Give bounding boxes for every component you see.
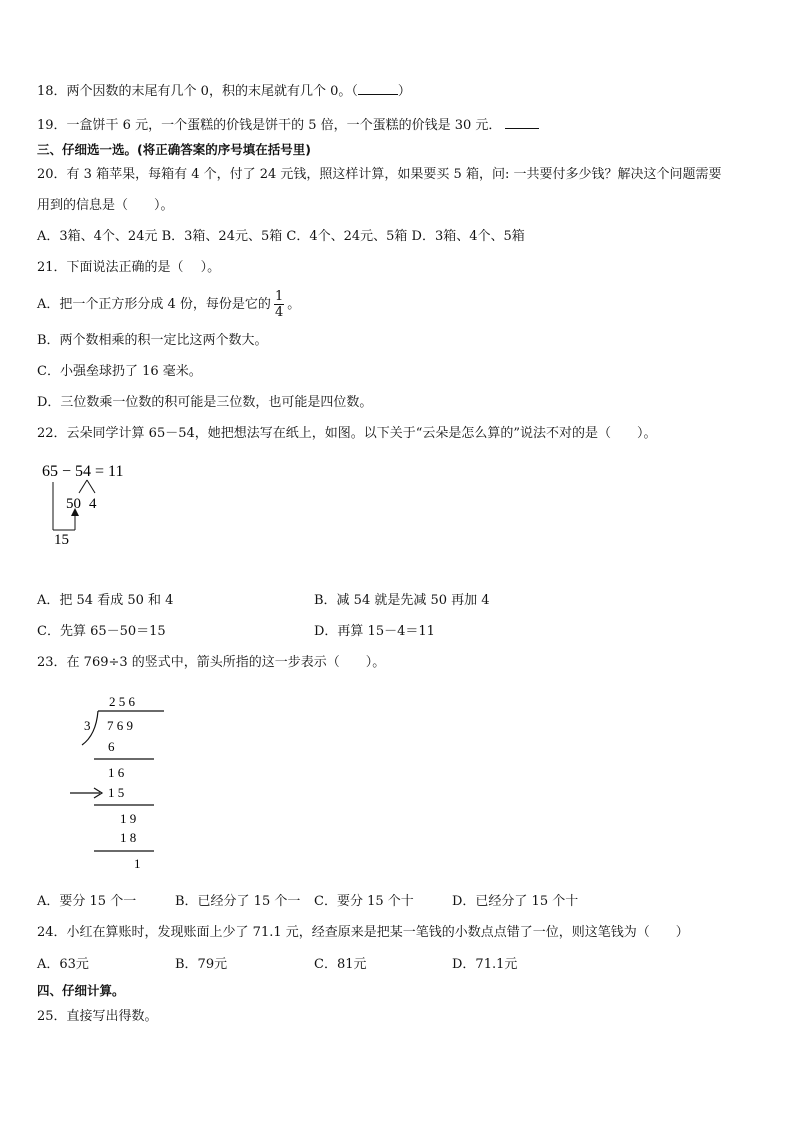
q21-stem: 21．下面说法正确的是（ ）。 bbox=[37, 260, 221, 275]
q22-stem: 22．云朵同学计算 65－54，她把想法写在纸上，如图。以下关于“云朵是怎么算的”说法不对的是（ ）。 bbox=[37, 426, 657, 441]
q22-fig-branch-right bbox=[87, 480, 95, 493]
q20-line1: 20．有 3 箱苹果，每箱有 4 个，付了 24 元钱，照这样计算，如果要买 5 箱，问: 一共要付多少钱？解决这个问题需要 bbox=[37, 167, 722, 182]
q23-fig-remainder: 1 bbox=[134, 856, 141, 871]
q21-option-a bbox=[37, 288, 300, 322]
q24-option-c: C．81元 bbox=[314, 957, 367, 972]
q23-option-c: C．要分 15 个十 bbox=[314, 894, 414, 909]
section-3-heading: 三、仔细选一选。(将正确答案的序号填在括号里) bbox=[37, 142, 311, 157]
q23-option-d: D．已经分了 15 个十 bbox=[452, 894, 579, 909]
q23-fig-row-16: 1 6 bbox=[108, 765, 125, 780]
q22-fig-expression: 65 − 54 = 11 bbox=[42, 463, 124, 480]
q21-option-c: C．小强垒球扔了 16 毫米。 bbox=[37, 364, 202, 379]
q22-fig-result: 15 bbox=[54, 532, 69, 548]
question-18 bbox=[37, 82, 411, 101]
question-19 bbox=[37, 116, 539, 135]
q22-fig-branch-left bbox=[79, 480, 87, 493]
q18-close: ） bbox=[397, 84, 411, 99]
q22-fig-part-b: 4 bbox=[89, 496, 97, 512]
q21-option-b: B．两个数相乘的积一定比这两个数大。 bbox=[37, 333, 268, 348]
q23-fig-dividend: 7 6 9 bbox=[107, 718, 133, 733]
q21-option-a-end: 。 bbox=[287, 297, 301, 312]
q19-text: 19．一盒饼干 6 元，一个蛋糕的价钱是饼干的 5 倍，一个蛋糕的价钱是 30 元． bbox=[37, 118, 502, 133]
q24-option-a: A．63元 bbox=[37, 957, 89, 972]
q24-stem: 24．小红在算账时，发现账面上少了 71.1 元，经查原来是把某一笔钱的小数点点错了一位，则这笔钱为（ ） bbox=[37, 925, 689, 940]
q18-text: 18．两个因数的末尾有几个 0，积的末尾就有几个 0。（ bbox=[37, 84, 358, 99]
q23-fig-row-19: 1 9 bbox=[120, 811, 137, 826]
q23-option-b: B．已经分了 15 个一 bbox=[175, 894, 301, 909]
fraction-one-quarter bbox=[274, 289, 284, 320]
q18-answer-blank[interactable] bbox=[358, 82, 398, 95]
q22-option-d: D．再算 15－4＝11 bbox=[314, 624, 435, 639]
question-25: 25．直接写出得数。 bbox=[37, 1009, 158, 1024]
q22-option-c: C．先算 65－50＝15 bbox=[37, 624, 166, 639]
q22-mental-math-figure bbox=[36, 456, 136, 548]
section-4-heading: 四、仔细计算。 bbox=[37, 983, 125, 998]
q24-option-b: B．79元 bbox=[175, 957, 228, 972]
q24-option-d: D．71.1元 bbox=[452, 957, 518, 972]
q22-option-b: B．减 54 就是先减 50 再加 4 bbox=[314, 593, 490, 608]
q19-answer-blank[interactable] bbox=[505, 116, 539, 129]
q21-option-d: D．三位数乘一位数的积可能是三位数，也可能是四位数。 bbox=[37, 395, 373, 410]
q23-fig-divisor: 3 bbox=[84, 718, 91, 733]
q23-option-a: A．要分 15 个一 bbox=[37, 894, 137, 909]
q23-fig-row-15: 1 5 bbox=[108, 785, 125, 800]
q22-option-a: A．把 54 看成 50 和 4 bbox=[37, 593, 174, 608]
q20-line2: 用到的信息是（ ）。 bbox=[37, 198, 174, 213]
q23-stem: 23．在 769÷3 的竖式中，箭头所指的这一步表示（ ）。 bbox=[37, 655, 386, 670]
q23-long-division-figure bbox=[64, 688, 174, 873]
q22-fig-part-a: 50 bbox=[66, 496, 81, 512]
fraction-denominator: 4 bbox=[274, 305, 284, 320]
q23-fig-row-18: 1 8 bbox=[120, 830, 137, 845]
q23-fig-row-6: 6 bbox=[108, 739, 115, 754]
q23-fig-quotient: 2 5 6 bbox=[109, 694, 135, 709]
fraction-numerator: 1 bbox=[274, 289, 284, 304]
q21-option-a-text: A．把一个正方形分成 4 份，每份是它的 bbox=[37, 297, 271, 312]
q20-options: A．3箱、4个、24元 B．3箱、24元、5箱 C．4个、24元、5箱 D．3箱、4个、5箱 bbox=[37, 229, 525, 244]
